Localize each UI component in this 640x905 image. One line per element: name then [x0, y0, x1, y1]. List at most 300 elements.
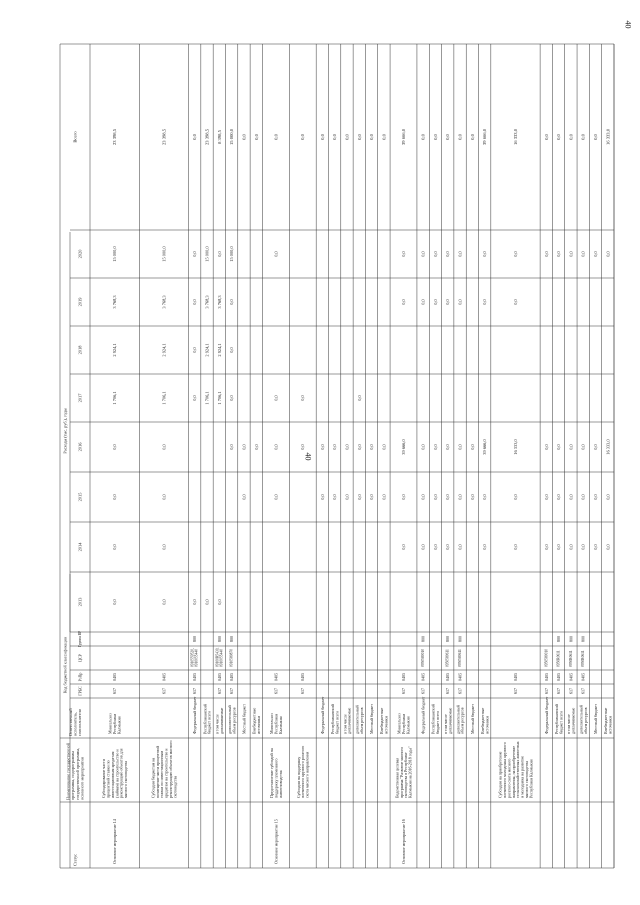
row-rzpr: 0405	[300, 673, 306, 681]
row-value: 0,0	[401, 251, 407, 257]
row-value: 0,0	[204, 599, 210, 605]
row-responsible: в том числе	[342, 714, 348, 734]
row-value: 0,0	[192, 251, 198, 257]
row-value: 2 924,1	[204, 343, 210, 357]
row-value: 0,0	[432, 299, 438, 305]
row-value: 0,0	[253, 444, 259, 450]
row-responsible: Внебюджетные	[603, 707, 609, 734]
row-value: 0,0	[112, 494, 118, 500]
row-value: 0,0	[482, 494, 488, 500]
row-value: 0,0	[332, 444, 338, 450]
row-value: 15 000,0	[229, 246, 235, 262]
row-responsible: источники	[484, 716, 490, 734]
row-total: 0,0	[445, 134, 451, 140]
row-responsible: Федеральный бюджет	[319, 696, 325, 734]
row-value: 0,0	[369, 494, 375, 500]
row-vr: 800	[580, 636, 586, 642]
row-value: 0,0	[512, 494, 518, 500]
row-vr: 800	[192, 636, 198, 642]
row-value: 15 000,0	[112, 246, 118, 262]
row-value: 0,0	[161, 444, 167, 450]
row-grbs: 617	[273, 688, 279, 694]
row-vr: 800	[568, 636, 574, 642]
header-year: 2020	[77, 249, 83, 259]
row-value: 0,0	[216, 251, 222, 257]
row-grbs: 617	[401, 688, 407, 694]
row-total: 0,0	[319, 134, 325, 140]
header-year: 2015	[77, 492, 83, 502]
row-grbs: 617	[543, 688, 549, 694]
row-responsible: Местный бюджет	[469, 704, 475, 734]
row-responsible: Калмыкия	[405, 716, 411, 734]
row-value: 0,0	[593, 544, 599, 550]
row-value: 0,0	[605, 544, 611, 550]
header-name: программы, подпрограммы	[70, 751, 76, 800]
row-responsible: Калмыкия	[277, 716, 283, 734]
row-grbs: 617	[457, 688, 463, 694]
row-total: 0,0	[432, 134, 438, 140]
row-name: кредитам на строительство и	[163, 748, 169, 798]
row-responsible: Федеральный бюджет	[192, 696, 198, 734]
row-responsible: Местный бюджет	[369, 704, 375, 734]
row-value: 0,0	[192, 599, 198, 605]
header-year: 2018	[77, 345, 83, 355]
row-status: Основное мероприятие 14	[112, 819, 118, 864]
row-total: 8 398,5	[216, 130, 222, 144]
row-total: 0,0	[556, 134, 562, 140]
row-value: 0,0	[445, 251, 451, 257]
row-value: 0,0	[543, 444, 549, 450]
row-csr: 0950R0611	[568, 650, 573, 667]
row-value: 0,0	[580, 444, 586, 450]
row-total: 0,0	[356, 134, 362, 140]
row-responsible: в том числе	[566, 714, 572, 734]
row-value: 0,0	[432, 251, 438, 257]
row-csr: 0910055440	[194, 649, 199, 667]
row-value: 0,0	[482, 299, 488, 305]
row-responsible: дополнительный	[226, 705, 232, 734]
row-name: Калмыкия на 2016-2018 годы"	[407, 746, 413, 798]
row-name: Субсидии на приобретение	[497, 751, 503, 798]
row-value: 0,0	[112, 444, 118, 450]
row-value: 0,0	[580, 494, 586, 500]
row-value: 0,0	[401, 544, 407, 550]
row-value: 0,0	[432, 544, 438, 550]
row-total: 0,0	[253, 134, 259, 140]
row-rzpr: 0405	[543, 673, 549, 681]
row-total: 0,0	[369, 134, 375, 140]
row-rzpr: 0405	[112, 673, 118, 681]
row-name: реконструкцию объектов для	[118, 748, 124, 798]
row-value: 0,0	[112, 544, 118, 550]
header-grbs: ГРБС	[77, 686, 83, 696]
row-rzpr: 0405	[216, 673, 222, 681]
row-responsible: Республиканский	[553, 704, 559, 734]
row-responsible: дополнительный	[354, 705, 360, 734]
row-value: 0,0	[229, 395, 235, 401]
row-responsible: бюджет всего	[435, 710, 441, 734]
row-value: 0,0	[356, 494, 362, 500]
row-value: 0,0	[112, 599, 118, 605]
row-responsible: бюджет всего	[334, 710, 340, 734]
row-csr: 0950R0611	[581, 650, 586, 667]
row-csr: 09100R5430,	[215, 647, 220, 667]
row-value: 0,0	[568, 251, 574, 257]
row-total: 16 333,0	[512, 128, 518, 146]
row-value: 1 706,1	[161, 391, 167, 405]
row-value: 0,0	[445, 444, 451, 450]
row-responsible: Федеральный бюджет	[543, 696, 549, 734]
row-responsible: Минсельхоз	[107, 713, 113, 734]
row-total: 39 666,0	[401, 128, 407, 146]
row-value: 0,0	[568, 444, 574, 450]
row-name: скотоводства в Республике	[403, 752, 409, 798]
row-grbs: 617	[192, 688, 198, 694]
row-grbs: 617	[112, 688, 118, 694]
row-value: 0,0	[556, 251, 562, 257]
row-name: и молодняка на развитие	[519, 755, 525, 798]
row-responsible: объем ресурсов	[582, 707, 588, 734]
row-grbs: 617	[580, 688, 586, 694]
header-responsible: Ответственный	[67, 708, 73, 736]
header-expenses: Расходы (тыс. руб.), годы	[62, 408, 68, 454]
row-total: 15 000,0	[229, 128, 235, 146]
row-value: 2 924,1	[216, 343, 222, 357]
row-value: 3 768,3	[112, 295, 118, 309]
row-responsible: Республики	[273, 713, 279, 734]
row-csr: 0950580611	[458, 649, 463, 667]
row-name: мясного скотоводства	[123, 761, 129, 798]
row-value: 0,0	[356, 444, 362, 450]
row-value: 0,0	[369, 444, 375, 450]
row-rzpr: 0405	[420, 673, 426, 681]
row-value: 1 706,1	[216, 391, 222, 405]
row-value: 0,0	[469, 444, 475, 450]
row-value: 2 924,1	[161, 343, 167, 357]
row-value: 0,0	[401, 494, 407, 500]
row-csr: 0950R0611	[556, 650, 561, 667]
row-vr: 800	[445, 636, 451, 642]
row-value: 0,0	[216, 599, 222, 605]
row-value: 0,0	[273, 251, 279, 257]
header-total: Всего	[72, 131, 78, 143]
row-value: 0,0	[344, 494, 350, 500]
row-responsible: доплачиваемые	[570, 707, 576, 734]
row-value: 0,0	[605, 251, 611, 257]
row-rzpr: 0405	[161, 673, 167, 681]
row-csr: 0950580611	[445, 649, 450, 667]
header-status: Статус	[72, 853, 78, 866]
row-value: 0,0	[300, 444, 306, 450]
row-value: 1 706,1	[204, 391, 210, 405]
row-name: Субсидии на поддержку	[295, 756, 301, 798]
table-grid	[60, 44, 614, 868]
row-value: 0,0	[605, 494, 611, 500]
row-name: инвестиционным кредитам	[109, 751, 115, 798]
row-status: Основное мероприятие 15	[273, 819, 279, 864]
row-value: 0,0	[273, 494, 279, 500]
row-name: мясного скотоводства	[523, 761, 529, 798]
row-value: 0,0	[568, 544, 574, 550]
row-rzpr: 0405	[580, 673, 586, 681]
header-year: 2014	[77, 542, 83, 552]
row-responsible: источники	[255, 716, 261, 734]
row-name: реконструкцию объектов мясного	[167, 740, 173, 798]
row-grbs: 617	[300, 688, 306, 694]
row-name: возмещение части процентной	[154, 745, 160, 798]
header-csr: ЦСР	[77, 654, 83, 662]
row-name: сельскохозяйственных животных	[515, 741, 521, 798]
row-total: 0,0	[273, 134, 279, 140]
row-value: 0,0	[543, 544, 549, 550]
row-total: 0,0	[580, 134, 586, 140]
header-rzpr: РзПр	[77, 672, 83, 682]
row-responsible: доплачиваемые	[346, 707, 352, 734]
row-value: 0,0	[273, 444, 279, 450]
row-grbs: 617	[445, 688, 451, 694]
row-total: 39 666,0	[482, 128, 488, 146]
row-responsible: объем ресурсов	[358, 707, 364, 734]
row-name: ставки по инвестиционным	[159, 751, 165, 798]
row-grbs: 617	[556, 688, 562, 694]
row-value: 0,0	[457, 299, 463, 305]
row-responsible: доплачиваемые	[447, 707, 453, 734]
row-total: 0,0	[192, 134, 198, 140]
row-value: 0,0	[457, 444, 463, 450]
row-value: 15 000,0	[161, 246, 167, 262]
row-total: 23 398,5	[112, 128, 118, 146]
row-csr: 0910055440	[219, 649, 224, 667]
row-vr: 800	[229, 636, 235, 642]
row-total: 0,0	[344, 134, 350, 140]
row-responsible: Внебюджетные	[379, 707, 385, 734]
row-name: Республики Калмыкия	[528, 759, 534, 798]
row-value: 0,0	[420, 251, 426, 257]
row-value: 0,0	[580, 251, 586, 257]
row-responsible: в том числе	[443, 714, 449, 734]
row-total: 0,0	[300, 134, 306, 140]
row-value: 0,0	[593, 251, 599, 257]
row-grbs: 617	[229, 688, 235, 694]
row-responsible: Местный бюджет	[241, 704, 247, 734]
row-value: 0,0	[543, 251, 549, 257]
row-value: 0,0	[482, 251, 488, 257]
row-value: 0,0	[432, 494, 438, 500]
row-grbs: 617	[216, 688, 222, 694]
row-value: 0,0	[568, 494, 574, 500]
row-value: 0,0	[593, 444, 599, 450]
row-rzpr: 0405	[568, 673, 574, 681]
row-responsible: Внебюджетные	[479, 707, 485, 734]
row-grbs: 617	[161, 688, 167, 694]
row-responsible: Республиканский	[202, 704, 208, 734]
row-name: Предоставление субсидий на	[268, 748, 274, 798]
row-value: 0,0	[420, 494, 426, 500]
row-total: 0,0	[241, 134, 247, 140]
row-value: 15 000,0	[204, 246, 210, 262]
row-value: 0,0	[241, 494, 247, 500]
row-value: 0,0	[401, 299, 407, 305]
row-value: 0,0	[482, 544, 488, 550]
page-number: 40	[303, 452, 313, 461]
header-year: 2013	[77, 597, 83, 607]
row-responsible: бюджет всего	[558, 710, 564, 734]
row-grbs: 617	[568, 688, 574, 694]
row-name: скотоводства	[172, 775, 178, 798]
row-rzpr: 0405	[192, 673, 198, 681]
header-name: основного мероприятия	[79, 757, 85, 800]
row-value: 0,0	[161, 494, 167, 500]
row-value: 0,0	[593, 494, 599, 500]
row-rzpr: 0405	[401, 673, 407, 681]
row-value: 0,0	[161, 544, 167, 550]
row-value: 0,0	[344, 444, 350, 450]
row-total: 0,0	[568, 134, 574, 140]
header-budget-code: Код бюджетной классификации	[62, 636, 68, 694]
row-value: 0,0	[420, 544, 426, 550]
row-name: программа "Развитие мясного	[398, 746, 404, 798]
row-value: 0,0	[273, 395, 279, 401]
row-rzpr: 0405	[229, 673, 235, 681]
row-value: 0,0	[512, 299, 518, 305]
row-vr: 800	[556, 636, 562, 642]
row-value: 0,0	[420, 299, 426, 305]
row-value: 0,0	[445, 494, 451, 500]
row-responsible: источники	[607, 716, 613, 734]
row-value: 0,0	[229, 299, 235, 305]
row-value: 16 333,0	[512, 439, 518, 455]
row-status: Основное мероприятие 16	[401, 819, 407, 864]
row-responsible: Минсельхоз	[268, 713, 274, 734]
row-value: 0,0	[381, 444, 387, 450]
row-value: 0,0	[229, 444, 235, 450]
row-name: скота мясного направления	[304, 751, 310, 798]
row-responsible: объем ресурсов	[231, 707, 237, 734]
row-value: 0,0	[469, 494, 475, 500]
row-total: 16 333,0	[605, 128, 611, 146]
row-responsible: дополнительный	[578, 705, 584, 734]
header-vr: Группа ВР	[78, 630, 82, 648]
table-texts	[63, 128, 613, 866]
row-responsible: в том числе	[214, 714, 220, 734]
row-vr: 800	[457, 636, 463, 642]
row-rzpr: 0405	[457, 673, 463, 681]
row-vr: 800	[420, 636, 426, 642]
row-total: 0,0	[420, 134, 426, 140]
row-name: (займам) на строительство и	[114, 749, 120, 798]
row-name: процентной ставки по	[105, 760, 111, 798]
header-name: Наименование государственной	[65, 743, 71, 800]
row-value: 3 768,3	[161, 295, 167, 309]
row-rzpr: 0405	[556, 673, 562, 681]
row-value: 0,0	[229, 347, 235, 353]
row-value: 39 666,0	[401, 439, 407, 455]
row-responsible: Местный бюджет	[593, 704, 599, 734]
row-vr: 800	[216, 636, 222, 642]
row-csr: 0910580870	[229, 649, 234, 667]
row-responsible: доплачиваемые	[219, 707, 225, 734]
row-responsible: Федеральный бюджет	[420, 696, 426, 734]
row-total: 23 398,5	[161, 128, 167, 146]
row-name: Субсидирование части	[101, 759, 107, 798]
row-responsible: дополнительный	[455, 705, 461, 734]
row-total: 23 398,5	[204, 128, 210, 146]
row-value: 1 706,1	[112, 391, 118, 405]
row-value: 0,0	[300, 395, 306, 401]
row-name: рогатого скота мясного	[506, 758, 512, 798]
header-year: 2016	[77, 442, 83, 452]
row-value: 0,0	[192, 395, 198, 401]
row-value: 0,0	[381, 494, 387, 500]
row-rzpr: 0405	[445, 673, 451, 681]
row-value: 0,0	[556, 494, 562, 500]
page-number-corner: 40	[623, 20, 633, 29]
row-value: 0,0	[241, 444, 247, 450]
row-value: 0,0	[512, 544, 518, 550]
header-year: 2019	[77, 297, 83, 307]
row-responsible: Республики	[401, 713, 407, 734]
header-responsible: соисполнители	[77, 709, 83, 736]
row-value: 0,0	[192, 299, 198, 305]
row-rzpr: 0405	[273, 673, 279, 681]
row-value: 0,0	[457, 251, 463, 257]
row-csr: 0950580010	[544, 649, 549, 667]
row-name: поддержку племенного	[273, 758, 279, 798]
row-responsible: Минсельхоз	[396, 713, 402, 734]
row-value: 0,0	[420, 444, 426, 450]
row-name: племенного крупного рогатого	[300, 745, 306, 798]
row-value: 0,0	[445, 544, 451, 550]
header-year: 2017	[77, 393, 83, 403]
row-value: 16 333,0	[605, 439, 611, 455]
row-name: Субсидии бюджетам на	[150, 757, 156, 798]
row-value: 0,0	[457, 494, 463, 500]
row-responsible: объем ресурсов	[459, 707, 465, 734]
row-value: 39 666,0	[482, 439, 488, 455]
row-grbs: 617	[512, 688, 518, 694]
row-value: 0,0	[457, 544, 463, 550]
row-value: 0,0	[319, 494, 325, 500]
row-csr: 0950580010	[421, 649, 426, 667]
row-responsible: Внебюджетные	[251, 707, 257, 734]
header-responsible: исполнитель,	[72, 712, 78, 736]
row-value: 0,0	[161, 599, 167, 605]
row-value: 3 768,3	[216, 295, 222, 309]
row-responsible: Калмыкия	[116, 716, 122, 734]
row-value: 0,0	[556, 444, 562, 450]
header-name: государственной программы,	[74, 747, 80, 800]
row-responsible: источники	[383, 716, 389, 734]
row-value: 0,0	[432, 444, 438, 450]
row-value: 0,0	[192, 347, 198, 353]
row-responsible: Республиканский	[329, 704, 335, 734]
row-responsible: бюджет всего	[206, 710, 212, 734]
row-rzpr: 0405	[512, 673, 518, 681]
row-value: 3 768,3	[204, 295, 210, 309]
row-total: 0,0	[593, 134, 599, 140]
row-total: 0,0	[457, 134, 463, 140]
row-name: племенного молодняка крупного	[501, 742, 507, 798]
row-value: 0,0	[356, 395, 362, 401]
row-value: 0,0	[580, 544, 586, 550]
row-responsible: Республиканский	[430, 704, 436, 734]
row-value: 0,0	[556, 544, 562, 550]
row-value: 0,0	[512, 251, 518, 257]
row-name: направления, на приобретение	[510, 745, 516, 798]
row-csr: 0910559520,	[190, 648, 195, 667]
row-value: 2 924,1	[112, 343, 118, 357]
row-value: 0,0	[445, 299, 451, 305]
